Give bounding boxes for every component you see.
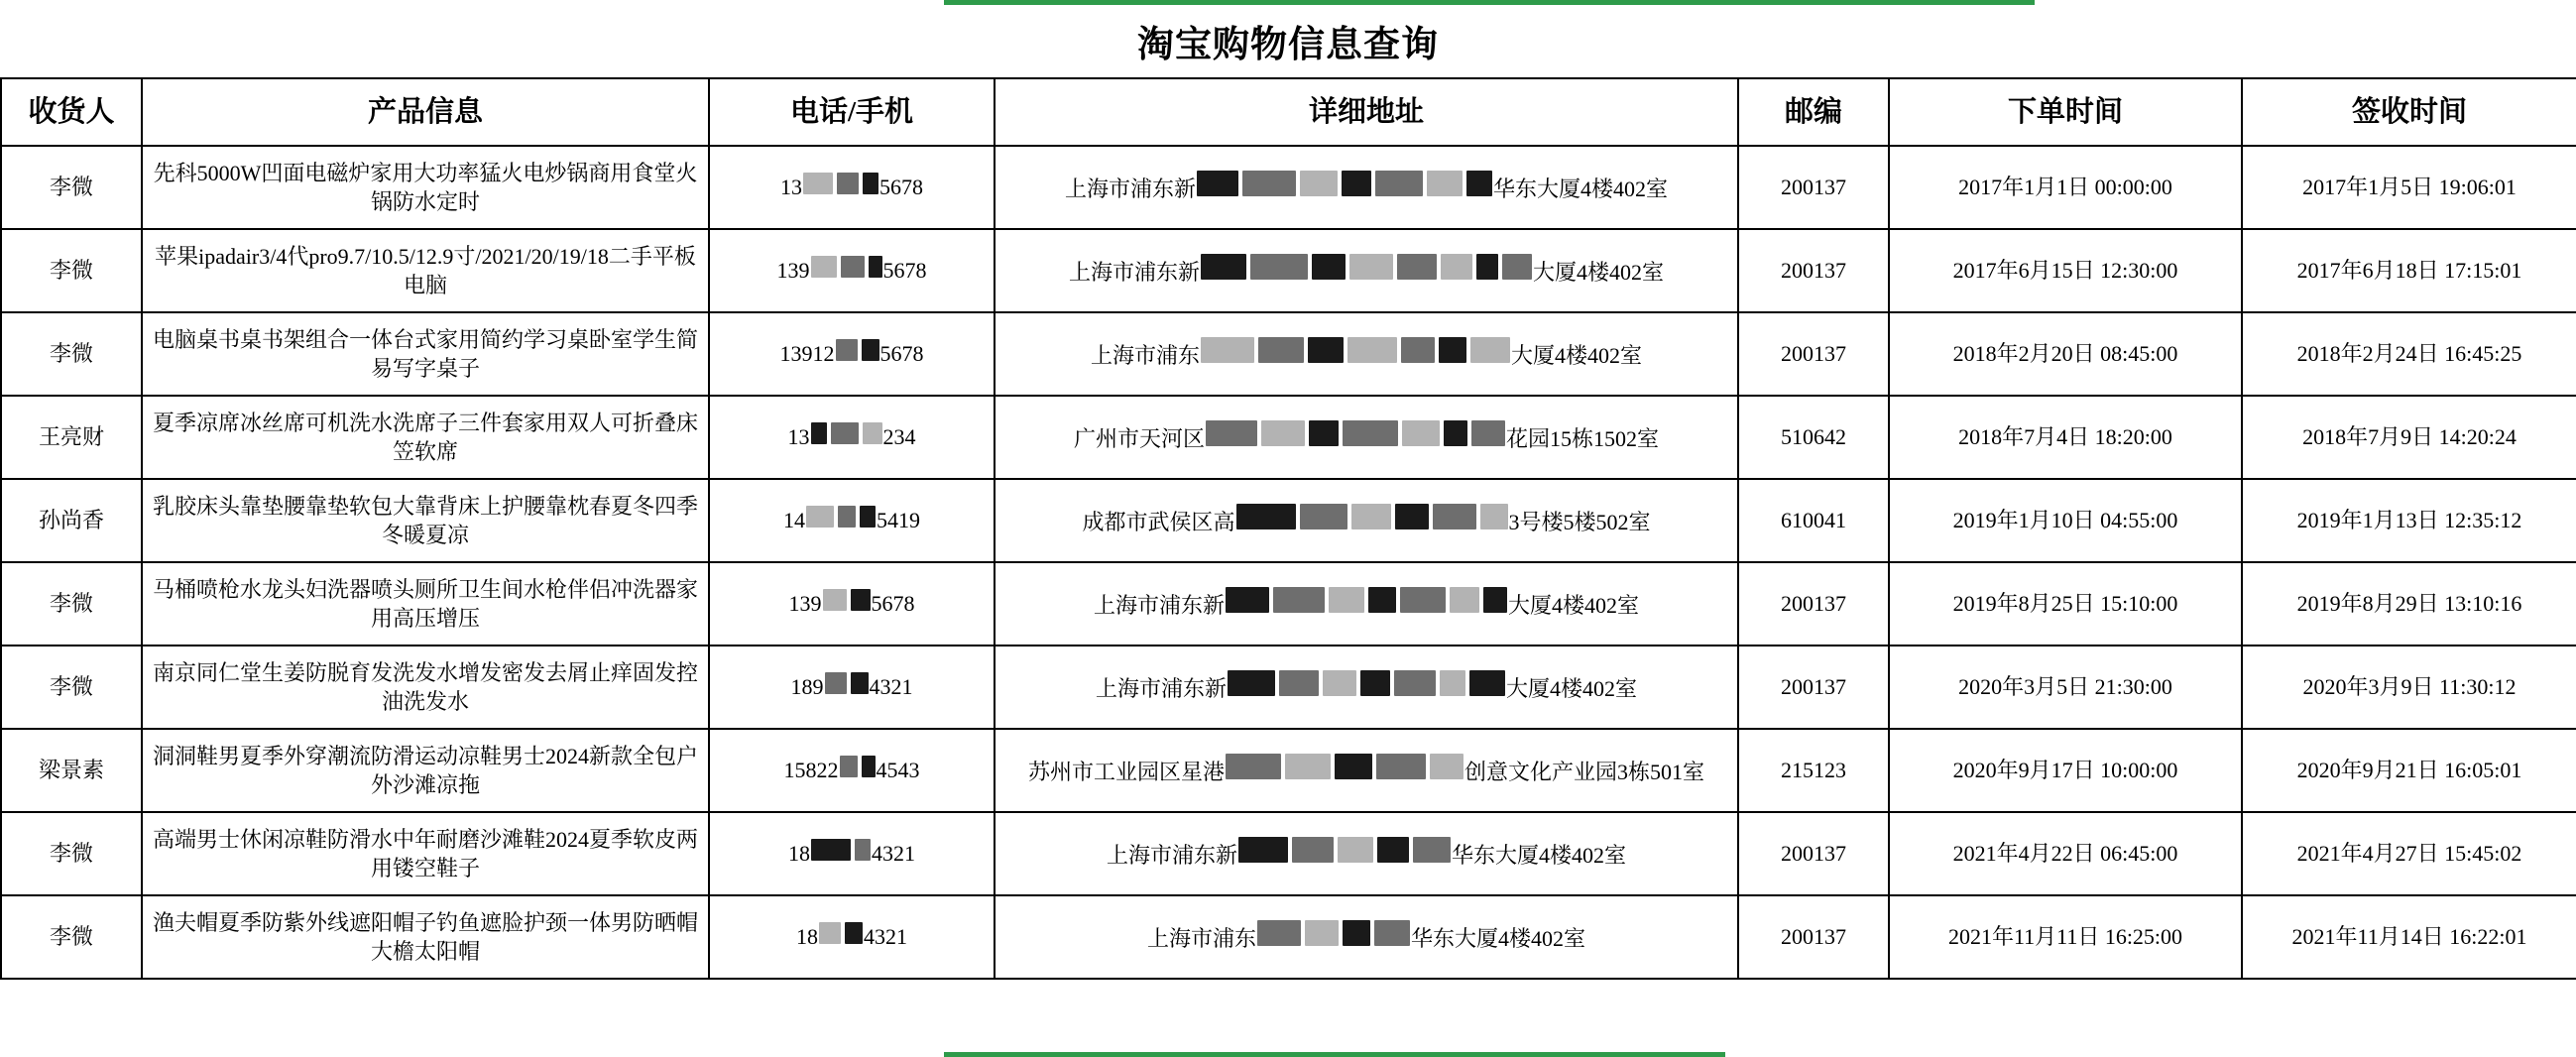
cell-recipient: 李微	[1, 812, 142, 895]
cell-zip: 200137	[1738, 562, 1889, 646]
cell-zip: 200137	[1738, 229, 1889, 312]
address-redaction	[1200, 337, 1511, 363]
address-suffix: 华东大厦4楼402室	[1493, 176, 1669, 202]
phone-suffix: 5678	[882, 258, 927, 284]
column-header-sign-time: 签收时间	[2242, 78, 2576, 146]
phone-prefix: 189	[790, 674, 824, 700]
address-suffix: 创意文化产业园3栋501室	[1464, 760, 1705, 785]
cell-order-time: 2020年9月17日 10:00:00	[1889, 729, 2242, 812]
address-prefix: 上海市浦东新	[1093, 593, 1225, 619]
cell-order-time: 2018年2月20日 08:45:00	[1889, 312, 2242, 396]
cell-product: 高端男士休闲凉鞋防滑水中年耐磨沙滩鞋2024夏季软皮两用镂空鞋子	[142, 812, 709, 895]
cell-zip: 215123	[1738, 729, 1889, 812]
phone-prefix: 18	[788, 841, 810, 867]
phone-redaction	[810, 422, 883, 444]
phone-redaction	[839, 756, 877, 777]
phone-prefix: 13	[780, 175, 802, 200]
address-suffix: 大厦4楼402室	[1506, 676, 1638, 702]
cell-order-time: 2019年8月25日 15:10:00	[1889, 562, 2242, 646]
cell-sign-time: 2019年8月29日 13:10:16	[2242, 562, 2576, 646]
address-redaction	[1225, 587, 1508, 613]
cell-phone	[709, 895, 995, 979]
cell-zip: 200137	[1738, 312, 1889, 396]
cell-sign-time: 2020年3月9日 11:30:12	[2242, 646, 2576, 729]
phone-redaction	[810, 839, 872, 861]
phone-redaction	[824, 672, 870, 694]
cell-address	[995, 729, 1738, 812]
table-header-row	[1, 78, 2576, 146]
address-redaction	[1256, 920, 1411, 946]
cell-sign-time: 2020年9月21日 16:05:01	[2242, 729, 2576, 812]
cell-sign-time: 2017年6月18日 17:15:01	[2242, 229, 2576, 312]
cell-zip: 610041	[1738, 479, 1889, 562]
cell-product: 夏季凉席冰丝席可机洗水洗席子三件套家用双人可折叠床笠软席	[142, 396, 709, 479]
cell-sign-time: 2018年7月9日 14:20:24	[2242, 396, 2576, 479]
address-suffix: 大厦4楼402室	[1508, 593, 1640, 619]
cell-zip: 200137	[1738, 146, 1889, 229]
cell-address	[995, 646, 1738, 729]
column-header-order-time: 下单时间	[1889, 78, 2242, 146]
cell-phone	[709, 396, 995, 479]
table-row	[1, 396, 2576, 479]
cell-recipient: 李微	[1, 562, 142, 646]
purchase-info-table	[0, 77, 2576, 980]
phone-suffix: 5678	[879, 175, 923, 200]
phone-suffix: 5419	[877, 508, 920, 533]
phone-suffix: 4321	[869, 674, 913, 700]
cell-order-time: 2017年6月15日 12:30:00	[1889, 229, 2242, 312]
phone-suffix: 5678	[871, 591, 915, 617]
cell-sign-time: 2017年1月5日 19:06:01	[2242, 146, 2576, 229]
address-redaction	[1237, 837, 1452, 863]
table-row	[1, 146, 2576, 229]
table-row	[1, 895, 2576, 979]
column-header-phone: 电话/手机	[709, 78, 995, 146]
phone-prefix: 14	[783, 508, 805, 533]
phone-prefix: 139	[776, 258, 810, 284]
cell-product: 电脑桌书桌书架组合一体台式家用简约学习桌卧室学生简易写字桌子	[142, 312, 709, 396]
cell-phone	[709, 646, 995, 729]
cell-order-time: 2021年4月22日 06:45:00	[1889, 812, 2242, 895]
cell-phone	[709, 812, 995, 895]
table-row	[1, 812, 2576, 895]
cell-address	[995, 146, 1738, 229]
phone-prefix: 13912	[779, 341, 835, 367]
cell-product: 渔夫帽夏季防紫外线遮阳帽子钓鱼遮脸护颈一体男防晒帽大檐太阳帽	[142, 895, 709, 979]
phone-prefix: 139	[788, 591, 822, 617]
table-row	[1, 646, 2576, 729]
address-redaction	[1200, 254, 1533, 280]
cell-sign-time: 2021年4月27日 15:45:02	[2242, 812, 2576, 895]
column-header-zip: 邮编	[1738, 78, 1889, 146]
address-redaction	[1235, 504, 1509, 529]
cell-phone	[709, 312, 995, 396]
cell-phone	[709, 229, 995, 312]
address-prefix: 上海市浦东新	[1106, 843, 1237, 869]
column-header-address: 详细地址	[995, 78, 1738, 146]
column-header-recipient: 收货人	[1, 78, 142, 146]
address-prefix: 广州市天河区	[1073, 426, 1205, 452]
cell-phone	[709, 479, 995, 562]
phone-suffix: 4543	[876, 758, 920, 783]
cell-recipient: 李微	[1, 646, 142, 729]
cell-order-time: 2017年1月1日 00:00:00	[1889, 146, 2242, 229]
address-prefix: 上海市浦东	[1146, 926, 1256, 952]
phone-redaction	[818, 922, 864, 944]
cell-address	[995, 229, 1738, 312]
address-suffix: 3号楼5楼502室	[1508, 510, 1651, 535]
phone-redaction	[802, 173, 879, 194]
cell-recipient: 梁景素	[1, 729, 142, 812]
cell-sign-time: 2021年11月14日 16:22:01	[2242, 895, 2576, 979]
table-row	[1, 729, 2576, 812]
cell-recipient: 李微	[1, 895, 142, 979]
cell-address	[995, 479, 1738, 562]
address-prefix: 上海市浦东新	[1068, 260, 1200, 286]
cell-phone	[709, 562, 995, 646]
phone-prefix: 13	[787, 424, 810, 450]
phone-suffix: 4321	[872, 841, 915, 867]
address-prefix: 苏州市工业园区星港	[1027, 760, 1225, 785]
address-suffix: 大厦4楼402室	[1511, 343, 1643, 369]
cell-phone	[709, 729, 995, 812]
cell-address	[995, 396, 1738, 479]
cell-product: 先科5000W凹面电磁炉家用大功率猛火电炒锅商用食堂火锅防水定时	[142, 146, 709, 229]
cell-product: 苹果ipadair3/4代pro9.7/10.5/12.9寸/2021/20/19/18二手平板电脑	[142, 229, 709, 312]
phone-prefix: 15822	[783, 758, 839, 783]
address-prefix: 上海市浦东	[1090, 343, 1200, 369]
cell-recipient: 王亮财	[1, 396, 142, 479]
cell-address	[995, 895, 1738, 979]
cell-recipient: 李微	[1, 312, 142, 396]
table-row	[1, 562, 2576, 646]
address-redaction	[1225, 754, 1464, 779]
cell-zip: 200137	[1738, 646, 1889, 729]
cell-zip: 510642	[1738, 396, 1889, 479]
cell-phone	[709, 146, 995, 229]
address-suffix: 花园15栋1502室	[1506, 426, 1660, 452]
cell-address	[995, 562, 1738, 646]
cell-order-time: 2018年7月4日 18:20:00	[1889, 396, 2242, 479]
address-prefix: 上海市浦东新	[1064, 176, 1196, 202]
address-prefix: 上海市浦东新	[1095, 676, 1227, 702]
phone-redaction	[835, 339, 880, 361]
phone-prefix: 18	[796, 924, 818, 950]
address-redaction	[1227, 670, 1506, 696]
address-suffix: 华东大厦4楼402室	[1452, 843, 1627, 869]
top-accent-bar	[944, 0, 2035, 5]
cell-order-time: 2020年3月5日 21:30:00	[1889, 646, 2242, 729]
address-redaction	[1205, 420, 1506, 446]
cell-recipient: 李微	[1, 229, 142, 312]
cell-recipient: 李微	[1, 146, 142, 229]
phone-suffix: 234	[882, 424, 916, 450]
table-row	[1, 479, 2576, 562]
cell-recipient: 孙尚香	[1, 479, 142, 562]
table-row	[1, 312, 2576, 396]
phone-redaction	[810, 256, 883, 278]
cell-sign-time: 2018年2月24日 16:45:25	[2242, 312, 2576, 396]
cell-order-time: 2021年11月11日 16:25:00	[1889, 895, 2242, 979]
address-redaction	[1196, 171, 1493, 196]
address-suffix: 大厦4楼402室	[1533, 260, 1665, 286]
cell-address	[995, 812, 1738, 895]
column-header-product: 产品信息	[142, 78, 709, 146]
phone-redaction	[822, 589, 872, 611]
phone-redaction	[805, 506, 877, 528]
bottom-accent-bar	[944, 1052, 1725, 1057]
page-title: 淘宝购物信息查询	[1137, 25, 1439, 65]
cell-product: 洞洞鞋男夏季外穿潮流防滑运动凉鞋男士2024新款全包户外沙滩凉拖	[142, 729, 709, 812]
cell-product: 南京同仁堂生姜防脱育发洗发水增发密发去屑止痒固发控油洗发水	[142, 646, 709, 729]
phone-suffix: 5678	[879, 341, 924, 367]
address-suffix: 华东大厦4楼402室	[1411, 926, 1586, 952]
cell-product: 马桶喷枪水龙头妇洗器喷头厕所卫生间水枪伴侣冲洗器家用高压增压	[142, 562, 709, 646]
cell-order-time: 2019年1月10日 04:55:00	[1889, 479, 2242, 562]
cell-product: 乳胶床头靠垫腰靠垫软包大靠背床上护腰靠枕春夏冬四季冬暖夏凉	[142, 479, 709, 562]
cell-sign-time: 2019年1月13日 12:35:12	[2242, 479, 2576, 562]
address-prefix: 成都市武侯区高	[1082, 510, 1235, 535]
cell-zip: 200137	[1738, 895, 1889, 979]
table-row	[1, 229, 2576, 312]
cell-address	[995, 312, 1738, 396]
phone-suffix: 4321	[864, 924, 907, 950]
cell-zip: 200137	[1738, 812, 1889, 895]
